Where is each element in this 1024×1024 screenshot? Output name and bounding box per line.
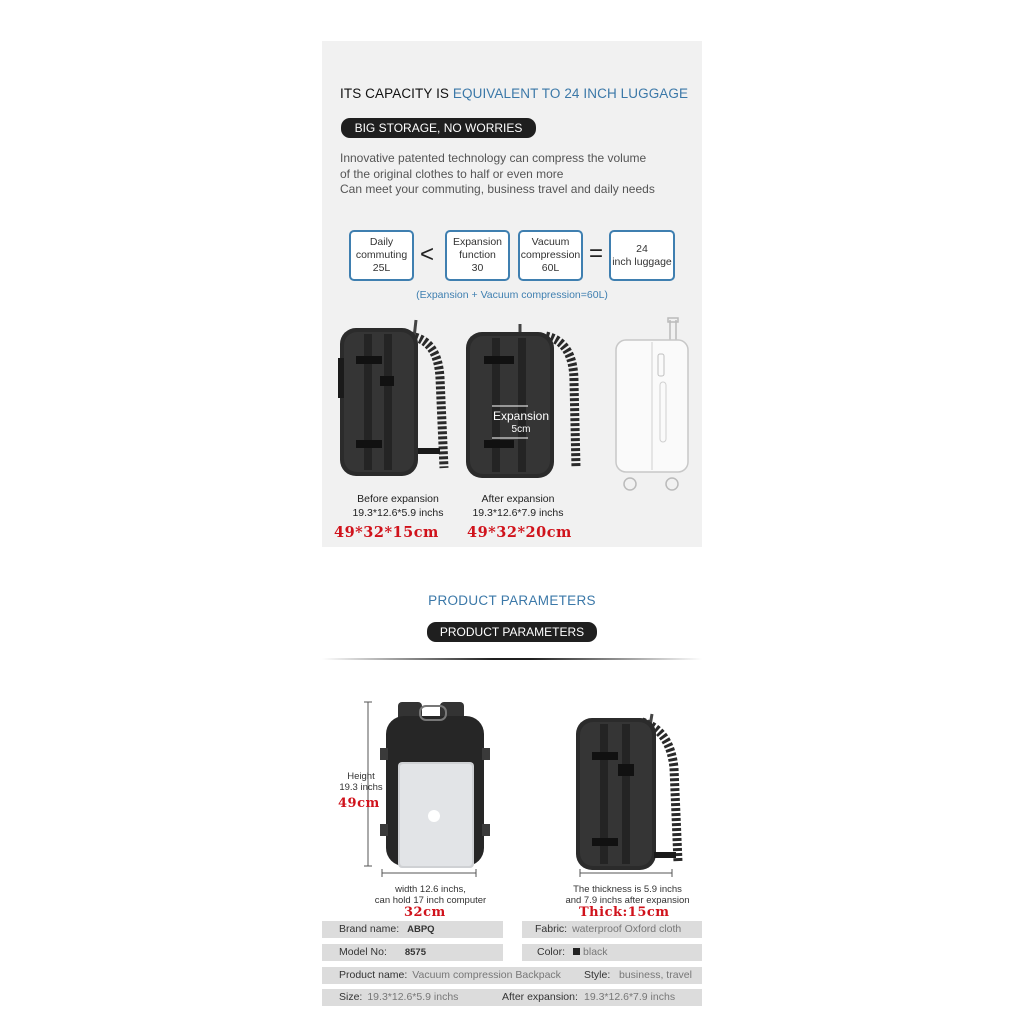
backpack-before-image [334, 318, 450, 484]
storage-pill: BIG STORAGE, NO WORRIES [341, 118, 536, 138]
luggage-image [612, 316, 692, 494]
box-text: 60L [541, 262, 560, 274]
box-text: function [459, 249, 496, 261]
vacuum-compression-box [518, 230, 583, 281]
expansion-value: 5cm [511, 424, 531, 435]
size-row [322, 989, 702, 1006]
color-swatch [573, 948, 580, 955]
color-value: black [583, 946, 608, 958]
brand-label: Brand name: [339, 923, 400, 935]
desc-line: Can meet your commuting, business travel and daily needs [340, 182, 655, 196]
size-label: Size: [339, 991, 363, 1003]
product-value: Vacuum compression Backpack [412, 969, 561, 981]
before-expansion-caption [330, 492, 466, 520]
box-text: commuting [355, 249, 408, 261]
box-text: Expansion [452, 236, 503, 248]
brand-value: ABPQ [407, 924, 435, 935]
product-label: Product name: [339, 969, 408, 981]
caption-label: Before expansion [357, 493, 439, 505]
before-dimensions-cm: 49*32*15cm [334, 524, 439, 541]
desc-line: Innovative patented technology can compress the volume [340, 151, 647, 165]
expansion-label [490, 409, 552, 437]
thickness-line: and 7.9 inchs after expansion [565, 895, 690, 906]
width-line: can hold 17 inch computer [374, 895, 487, 906]
equals-sign: = [589, 240, 604, 267]
model-label: Model No: [339, 946, 387, 958]
height-label: Height [347, 771, 375, 782]
caption-inches: 19.3*12.6*5.9 inchs [352, 507, 444, 519]
width-line: width 12.6 inchs, [395, 884, 466, 895]
color-label: Color: [537, 946, 566, 958]
style-value: business, travel [619, 969, 692, 981]
caption-inches: 19.3*12.6*7.9 inchs [472, 507, 564, 519]
model-value: 8575 [404, 947, 426, 958]
fabric-value: waterproof Oxford cloth [572, 923, 682, 935]
box-text: 25L [372, 262, 391, 274]
capacity-note: (Expansion + Vacuum compression=60L) [416, 289, 608, 301]
after-dimensions-cm: 49*32*20cm [467, 524, 572, 541]
model-row [322, 944, 503, 961]
caption-label: After expansion [481, 493, 555, 505]
height-cm: 49cm [338, 796, 380, 811]
parameters-title: PRODUCT PARAMETERS [428, 593, 596, 608]
style-label: Style: [584, 969, 611, 981]
thickness-line: The thickness is 5.9 inchs [573, 884, 682, 895]
desc-line: of the original clothes to half or even more [340, 166, 564, 181]
less-than-sign: < [420, 241, 435, 268]
luggage-box [609, 230, 675, 281]
backpack-side-image [570, 712, 690, 880]
thickness-dimension-line [578, 868, 674, 878]
box-text: 24 [636, 242, 648, 255]
height-inches: 19.3 inchs [339, 782, 383, 793]
expansion-text: Expansion [492, 409, 550, 423]
color-row [522, 944, 702, 961]
fabric-label: Fabric: [535, 923, 568, 935]
capacity-headline [340, 86, 688, 101]
width-caption [368, 884, 493, 906]
parameters-pill: PRODUCT PARAMETERS [427, 622, 597, 642]
product-row [322, 967, 702, 984]
box-text: inch luggage [612, 255, 672, 268]
daily-commuting-box [349, 230, 414, 281]
section-divider [322, 658, 702, 660]
thickness-caption [560, 884, 695, 906]
expansion-function-box [445, 230, 510, 281]
brand-row [322, 921, 503, 938]
after-expansion-caption [460, 492, 576, 520]
width-dimension-line [380, 868, 478, 878]
box-text: compression [520, 249, 581, 261]
thickness-cm: Thick:15cm [579, 905, 670, 920]
fabric-row [522, 921, 702, 938]
headline-prefix: ITS CAPACITY IS [340, 86, 453, 101]
height-caption [332, 771, 390, 793]
box-text: 30 [471, 262, 484, 274]
backpack-after-image [462, 322, 582, 484]
after-expansion-label: After expansion: [502, 991, 578, 1003]
width-cm: 32cm [404, 905, 446, 920]
size-value: 19.3*12.6*5.9 inchs [367, 991, 459, 1003]
headline-highlight: EQUIVALENT TO 24 INCH LUGGAGE [452, 86, 689, 101]
capacity-description [340, 151, 685, 198]
box-text: Vacuum [531, 236, 570, 248]
box-text: Daily [369, 236, 394, 248]
after-expansion-value: 19.3*12.6*7.9 inchs [584, 991, 676, 1003]
